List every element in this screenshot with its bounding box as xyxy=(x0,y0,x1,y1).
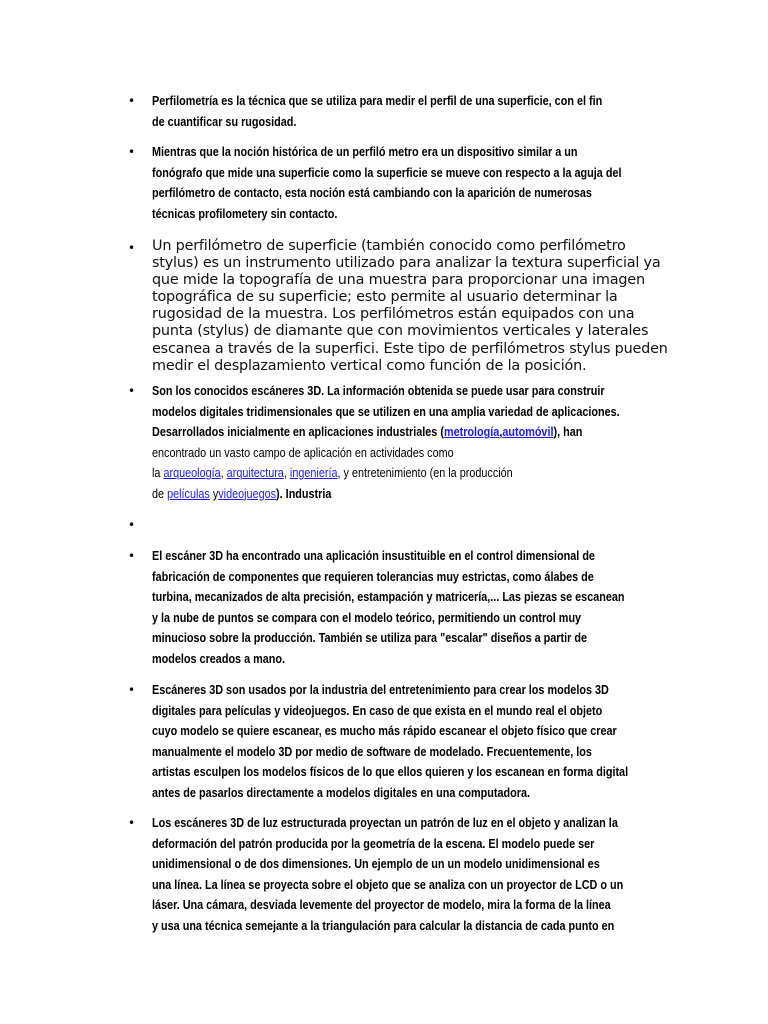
paragraph xyxy=(152,381,662,504)
text-line: manualmente el modelo 3D por medio de software de modelado. Frecuentemente, los xyxy=(152,744,592,759)
link-arqueologia[interactable]: arqueología xyxy=(163,466,221,480)
text-fragment: , xyxy=(283,466,290,480)
text-line: medir el desplazamiento vertical como función de la posición. xyxy=(152,357,587,374)
paragraph xyxy=(152,91,662,132)
text-line: y la nube de puntos se compara con el modelo teórico, permitiendo un control muy xyxy=(152,610,582,625)
text-fragment: la xyxy=(152,466,164,480)
text-line: láser. Una cámara, desviada levemente del proyector de modelo, mira la forma de la línea xyxy=(152,898,611,912)
text-fragment: , xyxy=(220,466,227,480)
text-line: deformación del patrón producida por la geometría de la escena. El modelo puede ser xyxy=(152,836,595,851)
bullet-marker: • xyxy=(128,94,136,108)
text-line: topográfica de su superficie; esto permite al usuario determinar la xyxy=(152,289,618,306)
text-line: una línea. La línea se proyecta sobre el objeto que se analiza con un proyector de LCD o un xyxy=(152,877,624,892)
text-line: Escáneres 3D son usados por la industria del entretenimiento para crear los modelos 3D xyxy=(152,683,609,697)
text-line: Un perfilómetro de superficie (también conocido como perfilómetro xyxy=(152,238,626,254)
text-line: Son los conocidos escáneres 3D. La información obtenida se puede usar para construir xyxy=(152,384,605,398)
paragraph xyxy=(152,680,662,803)
bullet-marker: • xyxy=(128,683,136,697)
bullet-marker: • xyxy=(128,549,136,563)
bullet-marker: • xyxy=(128,384,136,398)
text-line: digitales para películas y videojuegos. En caso de que exista en el mundo real el objeto xyxy=(152,703,603,718)
text-line: cuyo modelo se quiere escanear, es mucho más rápido escanear el objeto físico que crear xyxy=(152,724,617,738)
link-arquitectura[interactable]: arquitectura xyxy=(226,466,284,480)
text-fragment: , y entretenimiento (en la producción xyxy=(337,466,513,480)
text-line xyxy=(152,463,662,484)
text-line: que mide la topografía de una muestra para proporcionar una imagen xyxy=(152,272,645,289)
link-ingenieria[interactable]: ingeniería xyxy=(289,466,338,480)
text-line: Perfilometría es la técnica que se utiliza para medir el perfil de una superficie, con el fin xyxy=(152,94,603,108)
bullet-marker: • xyxy=(128,241,136,255)
text-fragment: y xyxy=(209,486,219,501)
paragraph xyxy=(152,546,662,669)
text-fragment: ). Industria xyxy=(276,486,332,501)
text-line: fabricación de componentes que requieren tolerancias muy estrictas, como álabes de xyxy=(152,569,594,584)
text-line: perfilómetro de contacto, esta noción está cambiando con la aparición de numerosas xyxy=(152,186,592,200)
link-metrologia[interactable]: metrología xyxy=(443,425,500,439)
paragraph xyxy=(152,142,662,224)
text-line: y usa una técnica semejante a la triangulación para calcular la distancia de cada punto en xyxy=(152,918,615,933)
text-line xyxy=(152,484,662,505)
text-line xyxy=(152,422,662,443)
text-line: artistas esculpen los modelos físicos de lo que ellos quieren y los escanean en forma digital xyxy=(152,765,629,779)
link-peliculas[interactable]: películas xyxy=(167,486,210,501)
text-line: escanea a través de la superfici. Este tipo de perfilómetros stylus pueden xyxy=(152,340,668,357)
paragraph xyxy=(152,813,662,936)
text-line: antes de pasarlos directamente a modelos digitales en una computadora. xyxy=(152,785,530,800)
text-line: Los escáneres 3D de luz estructurada proyectan un patrón de luz en el objeto y analizan la xyxy=(152,816,618,830)
bullet-marker: • xyxy=(128,518,136,532)
text-fragment: de xyxy=(152,486,168,501)
text-line: de cuantificar su rugosidad. xyxy=(152,114,297,129)
text-line: El escáner 3D ha encontrado una aplicación insustituible en el control dimensional de xyxy=(152,549,595,563)
link-videojuegos[interactable]: videojuegos xyxy=(218,486,277,501)
text-line: stylus) es un instrumento utilizado para analizar la textura superficial ya xyxy=(152,255,661,272)
text-line: turbina, mecanizados de alta precisión, estampación y matricería,... Las piezas se escanean xyxy=(152,590,625,604)
bullet-marker: • xyxy=(128,145,136,159)
paragraph xyxy=(152,238,668,375)
text-line: modelos digitales tridimensionales que se utilizen en una amplia variedad de aplicaciones. xyxy=(152,404,620,419)
text-line: encontrado un vasto campo de aplicación en actividades como xyxy=(152,445,454,460)
text-line: punta (stylus) de diamante que con movimientos verticales y laterales xyxy=(152,323,649,340)
text-line: minucioso sobre la producción. También se utiliza para "escalar" diseños a partir de xyxy=(152,631,587,645)
text-line: rugosidad de la muestra. Los perfilómetros están equipados con una xyxy=(152,306,635,323)
bullet-marker: • xyxy=(128,816,136,830)
text-fragment: , xyxy=(499,425,503,439)
link-automovil[interactable]: automóvil xyxy=(502,425,554,439)
text-line: Mientras que la noción histórica de un perfiló metro era un dispositivo similar a un xyxy=(152,145,578,159)
text-line: unidimensional o de dos dimensiones. Un ejemplo de un un modelo unidimensional es xyxy=(152,857,600,871)
text-line: modelos creados a mano. xyxy=(152,651,286,666)
text-fragment: Desarrollados inicialmente en aplicaciones industriales ( xyxy=(152,425,444,439)
text-line: fonógrafo que mide una superficie como la superficie se mueve con respecto a la aguja del xyxy=(152,165,622,180)
text-line: técnicas profilometery sin contacto. xyxy=(152,206,338,221)
text-fragment: ), han xyxy=(553,425,583,439)
